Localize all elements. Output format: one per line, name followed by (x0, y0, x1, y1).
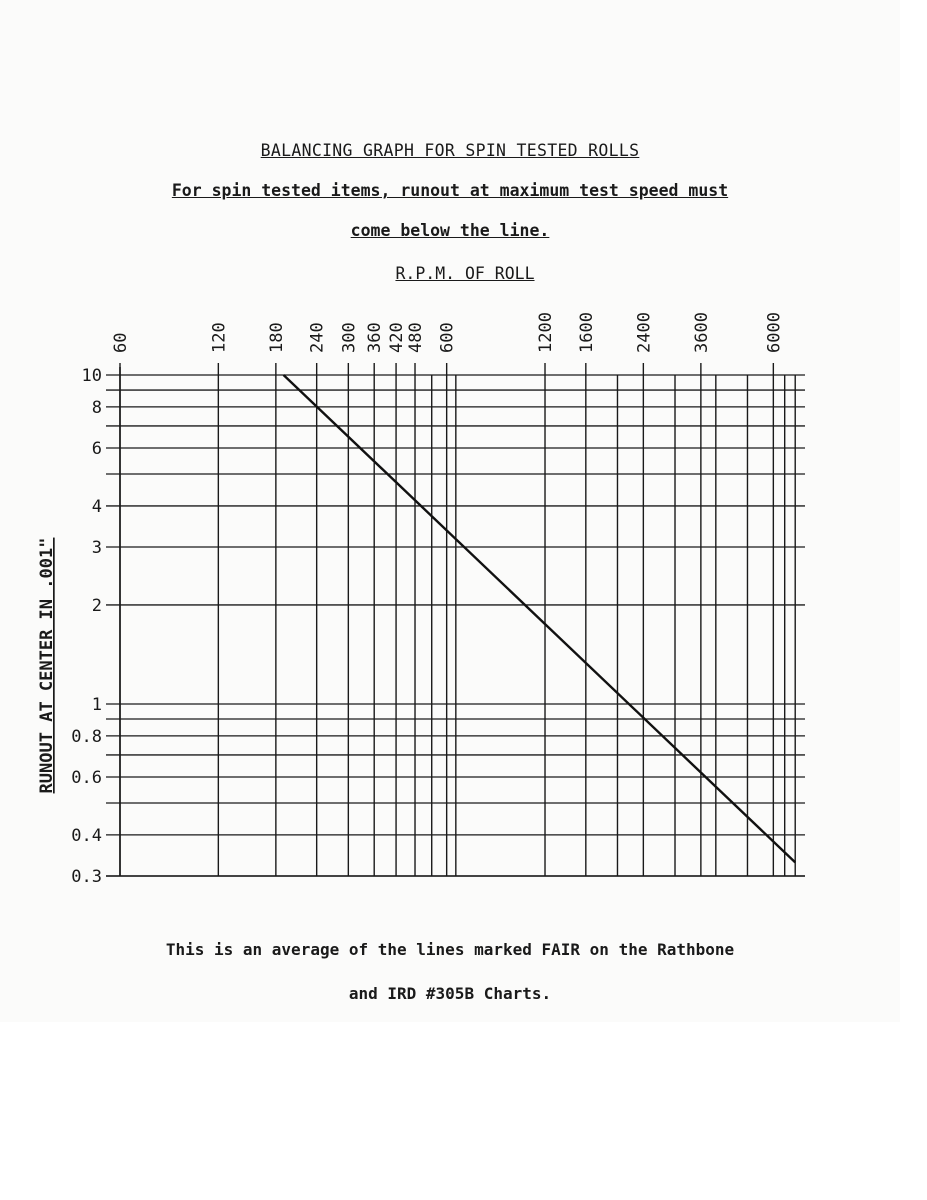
y-axis-label: RUNOUT AT CENTER IN .001" (37, 537, 57, 794)
footnote-line-1: This is an average of the lines marked FAIR on the Rathbone (165, 940, 735, 959)
x-tick-label: 6000 (764, 312, 785, 353)
y-tick-label: 0.3 (71, 867, 102, 887)
x-tick-label: 600 (437, 322, 458, 353)
y-tick-label: 3 (91, 538, 102, 559)
x-tick-label: 3600 (691, 312, 712, 353)
y-tick-label: 1 (91, 694, 102, 715)
chart-subtitle-line-1: For spin tested items, runout at maximum test speed must (171, 181, 729, 200)
x-tick-label: 1200 (536, 312, 557, 353)
x-tick-label: 420 (387, 322, 408, 353)
x-tick-label: 240 (307, 322, 328, 353)
y-tick-label: 8 (91, 397, 102, 418)
x-tick-label: 180 (266, 322, 287, 353)
chart-title: BALANCING GRAPH FOR SPIN TESTED ROLLS (260, 141, 640, 160)
y-tick-label: 2 (91, 595, 102, 616)
x-tick-label: 120 (209, 322, 230, 353)
x-tick-label: 480 (406, 322, 427, 353)
x-tick-label: 60 (111, 332, 131, 353)
chart-subtitle-line-2: come below the line. (350, 221, 550, 240)
x-axis-label: R.P.M. OF ROLL (395, 264, 535, 283)
x-tick-label: 300 (339, 322, 360, 353)
y-tick-label: 0.4 (71, 825, 102, 846)
y-tick-label: 0.8 (71, 726, 102, 747)
y-tick-label: 10 (81, 366, 102, 386)
footnote-line-2: and IRD #305B Charts. (348, 984, 552, 1003)
x-tick-label: 2400 (634, 312, 655, 353)
y-tick-label: 4 (91, 496, 102, 517)
x-tick-label: 1600 (576, 312, 597, 353)
y-tick-label: 0.6 (71, 767, 102, 788)
x-tick-label: 360 (365, 322, 386, 353)
y-tick-label: 6 (91, 438, 102, 459)
